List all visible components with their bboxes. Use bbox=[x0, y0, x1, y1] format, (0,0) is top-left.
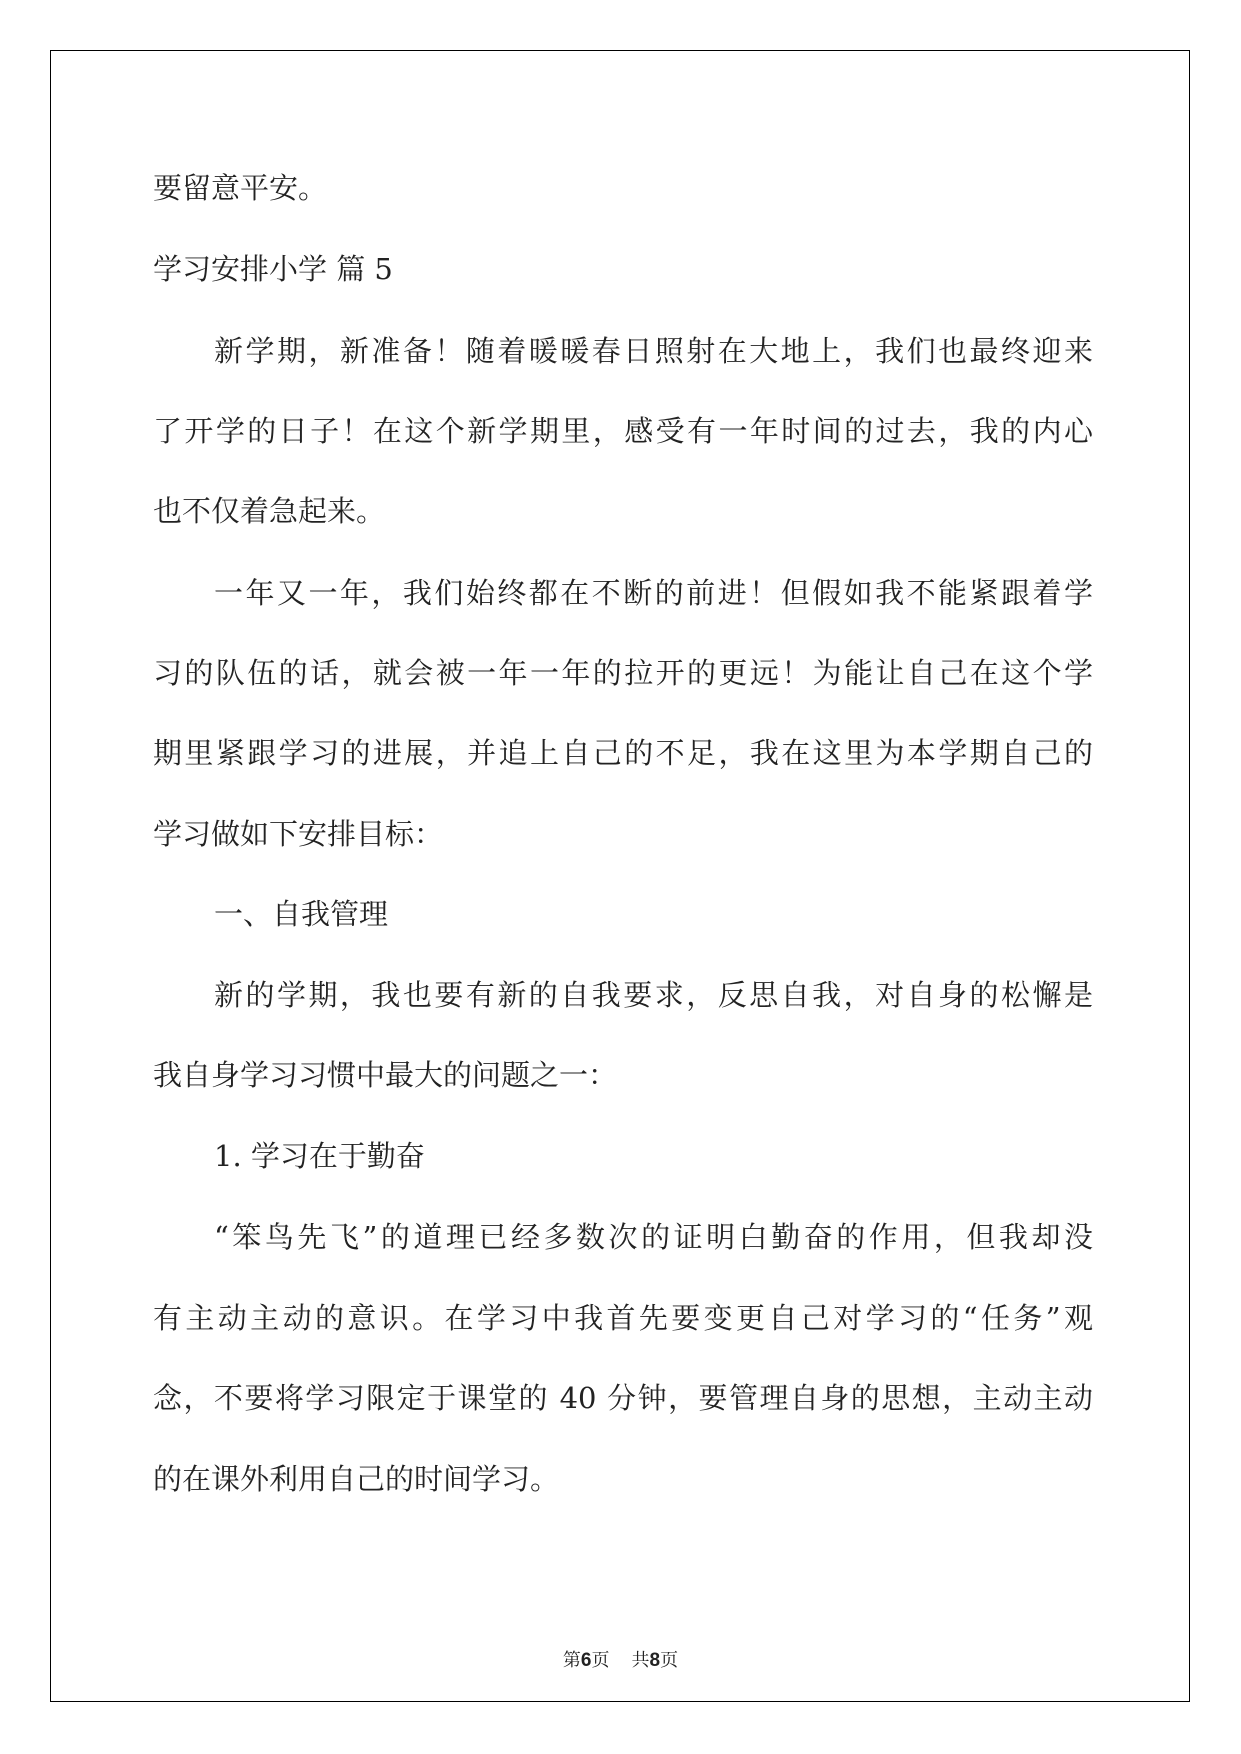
paragraph-line: 新的学期，我也要有新的自我要求，反思自我，对自身的松懈是 bbox=[214, 978, 1093, 1012]
page-border bbox=[50, 50, 1190, 1702]
paragraph-line: “笨鸟先飞”的道理已经多数次的证明白勤奋的作用，但我却没 bbox=[214, 1220, 1093, 1254]
paragraph-line: 学习做如下安排目标： bbox=[153, 817, 444, 851]
paragraph-line: 的在课外利用自己的时间学习。 bbox=[153, 1462, 560, 1496]
footer-total-suffix: 页 bbox=[660, 1650, 679, 1670]
footer-total-pages: 8 bbox=[649, 1650, 661, 1671]
paragraph-line: 新学期，新准备！随着暖暖春日照射在大地上，我们也最终迎来 bbox=[214, 334, 1093, 368]
paragraph-line: 一年又一年，我们始终都在不断的前进！但假如我不能紧跟着学 bbox=[214, 576, 1093, 610]
footer-total-prefix: 共 bbox=[631, 1650, 650, 1670]
page-footer bbox=[0, 1646, 1241, 1672]
footer-page-suffix: 页 bbox=[591, 1650, 610, 1670]
subsection-heading: 1. 学习在于勤奋 bbox=[214, 1139, 425, 1173]
footer-page-number: 6 bbox=[580, 1650, 592, 1671]
paragraph-line: 习的队伍的话，就会被一年一年的拉开的更远！为能让自己在这个学 bbox=[153, 656, 1093, 690]
paragraph-line: 也不仅着急起来。 bbox=[153, 494, 386, 528]
paragraph-line: 念，不要将学习限定于课堂的 40 分钟，要管理自身的思想，主动主动 bbox=[153, 1381, 1093, 1415]
paragraph-line: 要留意平安。 bbox=[153, 171, 328, 205]
paragraph-line: 了开学的日子！在这个新学期里，感受有一年时间的过去，我的内心 bbox=[153, 414, 1093, 448]
subsection-heading: 一、自我管理 bbox=[214, 897, 389, 931]
footer-page-prefix: 第 bbox=[562, 1650, 581, 1670]
paragraph-line: 期里紧跟学习的进展，并追上自己的不足，我在这里为本学期自己的 bbox=[153, 736, 1093, 770]
paragraph-line: 我自身学习习惯中最大的问题之一： bbox=[153, 1058, 618, 1092]
section-heading: 学习安排小学 篇 5 bbox=[153, 252, 393, 286]
paragraph-line: 有主动主动的意识。在学习中我首先要变更自己对学习的“任务”观 bbox=[153, 1301, 1093, 1335]
